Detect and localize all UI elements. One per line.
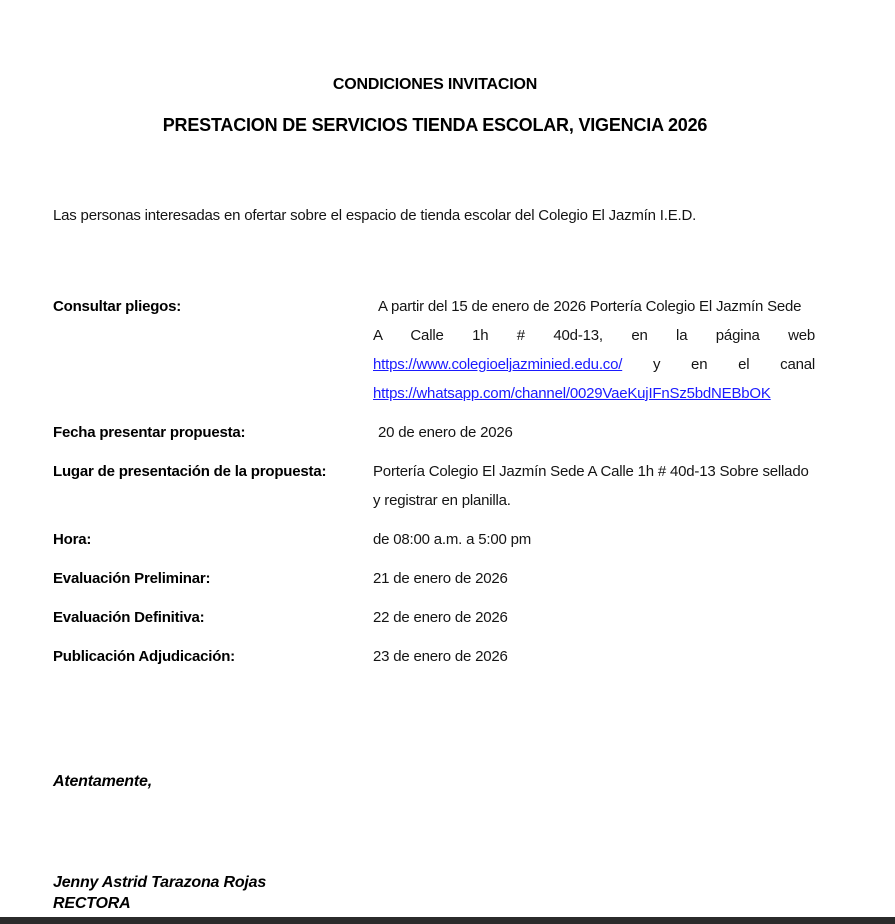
whatsapp-channel-link[interactable]: https://whatsapp.com/channel/0029VaeKujIFnSz5bdNEBbOK — [373, 385, 771, 402]
consultar-line-2: A Calle 1h # 40d-13, en la página web — [373, 327, 815, 344]
row-label: Evaluación Preliminar: — [53, 570, 211, 587]
row-consultar-pliegos — [53, 292, 815, 408]
row-value: 23 de enero de 2026 — [373, 648, 508, 665]
document-title: CONDICIONES INVITACION — [332, 76, 538, 93]
row-hora — [53, 525, 815, 554]
consultar-line-3 — [373, 350, 815, 379]
row-label: Fecha presentar propuesta: — [53, 424, 246, 441]
lugar-line-1: Portería Colegio El Jazmín Sede A Calle 1h # 40d-13 Sobre sellado — [373, 463, 809, 480]
intro-paragraph: Las personas interesadas en ofertar sobre el espacio de tienda escolar del Colegio El Jazmín I.E.D. — [53, 207, 697, 224]
row-publicacion-adjudicacion — [53, 642, 815, 671]
row-fecha-propuesta — [53, 418, 815, 447]
consultar-line-4 — [373, 379, 815, 408]
signer-role: RECTORA — [53, 895, 131, 912]
row-evaluacion-definitiva — [53, 603, 815, 632]
document-subtitle: PRESTACION DE SERVICIOS TIENDA ESCOLAR, VIGENCIA 2026 — [162, 115, 708, 135]
website-link[interactable]: https://www.colegioeljazminied.edu.co/ — [373, 356, 623, 373]
row-value — [373, 292, 815, 408]
row-label: Hora: — [53, 531, 92, 548]
row-value — [373, 457, 815, 515]
closing-salutation: Atentamente, — [53, 773, 152, 790]
details-section — [53, 292, 815, 681]
row-evaluacion-preliminar — [53, 564, 815, 593]
lugar-line-2: y registrar en planilla. — [373, 492, 511, 509]
row-value: de 08:00 a.m. a 5:00 pm — [373, 531, 532, 548]
row-value: 22 de enero de 2026 — [373, 609, 508, 626]
row-value: 20 de enero de 2026 — [378, 424, 513, 441]
consultar-line-1: A partir del 15 de enero de 2026 Portería Colegio El Jazmín Sede — [378, 298, 802, 315]
row-label: Lugar de presentación de la propuesta: — [53, 463, 327, 480]
bottom-edge-bar — [0, 917, 895, 924]
row-lugar-presentacion — [53, 457, 815, 515]
signature-block — [53, 872, 266, 914]
signer-name: Jenny Astrid Tarazona Rojas — [53, 874, 267, 891]
row-label: Evaluación Definitiva: — [53, 609, 205, 626]
row-label: Consultar pliegos: — [53, 298, 182, 315]
consultar-line-3-text: y en el canal — [652, 356, 816, 373]
row-label: Publicación Adjudicación: — [53, 648, 235, 665]
row-value: 21 de enero de 2026 — [373, 570, 508, 587]
